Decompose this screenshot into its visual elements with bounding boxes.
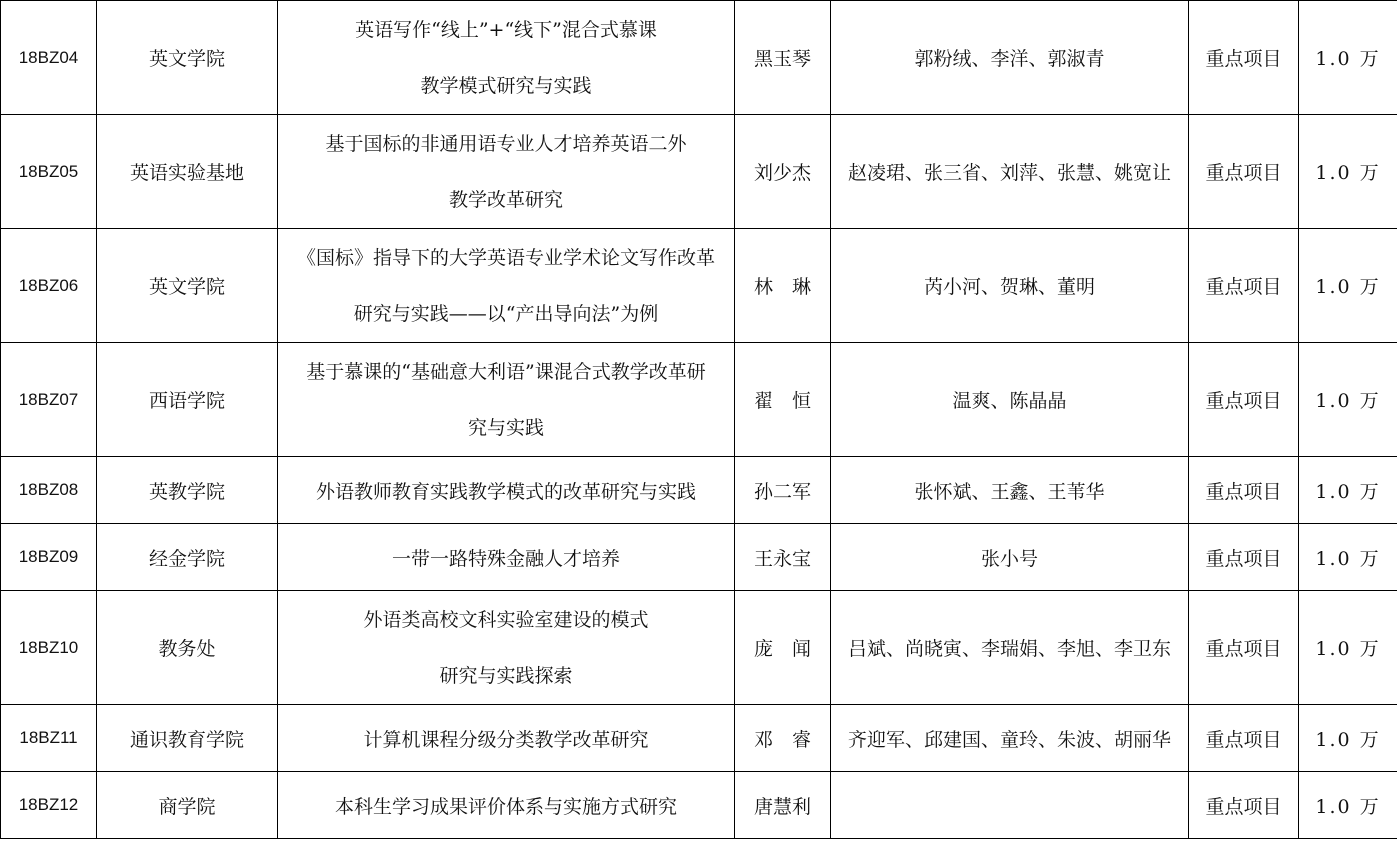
project-code-cell: 18BZ08 bbox=[1, 457, 97, 524]
project-level-cell: 重点项目 bbox=[1189, 1, 1299, 115]
department-cell: 教务处 bbox=[97, 591, 278, 705]
project-title-line: 基于国标的非通用语专业人才培养英语二外 bbox=[325, 132, 687, 155]
leader-cell: 刘少杰 bbox=[735, 115, 831, 229]
project-level-cell: 重点项目 bbox=[1189, 115, 1299, 229]
table-row bbox=[1, 705, 1397, 772]
project-title-cell bbox=[278, 115, 735, 229]
project-title-cell bbox=[278, 1, 735, 115]
project-code-cell: 18BZ11 bbox=[1, 705, 97, 772]
project-title-cell bbox=[278, 772, 735, 839]
project-title-line: 一带一路特殊金融人才培养 bbox=[391, 547, 620, 570]
department-cell: 经金学院 bbox=[97, 524, 278, 591]
leader-cell: 邓 睿 bbox=[735, 705, 831, 772]
leader-cell: 庞 闻 bbox=[735, 591, 831, 705]
project-level-cell: 重点项目 bbox=[1189, 705, 1299, 772]
leader-cell: 王永宝 bbox=[735, 524, 831, 591]
project-title-line: 研究与实践——以“产出导向法”为例 bbox=[353, 302, 659, 325]
project-title-line: 研究与实践探索 bbox=[439, 664, 573, 687]
members-cell: 齐迎军、邱建国、童玲、朱波、胡丽华 bbox=[831, 705, 1189, 772]
project-rows bbox=[1, 1, 1397, 839]
members-cell: 张怀斌、王鑫、王苇华 bbox=[831, 457, 1189, 524]
funding-cell: 1.0 万 bbox=[1299, 343, 1397, 457]
leader-cell: 黑玉琴 bbox=[735, 1, 831, 115]
leader-cell: 孙二军 bbox=[735, 457, 831, 524]
members-cell: 赵凌珺、张三省、刘萍、张慧、姚宽让 bbox=[831, 115, 1189, 229]
table-row bbox=[1, 457, 1397, 524]
project-level-cell: 重点项目 bbox=[1189, 229, 1299, 343]
project-level-cell: 重点项目 bbox=[1189, 524, 1299, 591]
department-cell: 通识教育学院 bbox=[97, 705, 278, 772]
department-cell: 英教学院 bbox=[97, 457, 278, 524]
funding-cell: 1.0 万 bbox=[1299, 591, 1397, 705]
funding-cell: 1.0 万 bbox=[1299, 524, 1397, 591]
project-title-cell bbox=[278, 343, 735, 457]
members-cell: 张小号 bbox=[831, 524, 1189, 591]
project-title-line: 究与实践 bbox=[467, 416, 544, 439]
members-cell: 温爽、陈晶晶 bbox=[831, 343, 1189, 457]
table-row bbox=[1, 772, 1397, 839]
funding-cell: 1.0 万 bbox=[1299, 115, 1397, 229]
leader-cell: 林 琳 bbox=[735, 229, 831, 343]
table-row bbox=[1, 591, 1397, 705]
funding-cell: 1.0 万 bbox=[1299, 705, 1397, 772]
members-cell: 郭粉绒、李洋、郭淑青 bbox=[831, 1, 1189, 115]
project-level-cell: 重点项目 bbox=[1189, 591, 1299, 705]
project-code-cell: 18BZ06 bbox=[1, 229, 97, 343]
project-title-cell bbox=[278, 457, 735, 524]
project-code-cell: 18BZ05 bbox=[1, 115, 97, 229]
department-cell: 商学院 bbox=[97, 772, 278, 839]
project-title-cell bbox=[278, 591, 735, 705]
funding-cell: 1.0 万 bbox=[1299, 1, 1397, 115]
funding-cell: 1.0 万 bbox=[1299, 772, 1397, 839]
members-cell: 吕斌、尚晓寅、李瑞娟、李旭、李卫东 bbox=[831, 591, 1189, 705]
project-title-line: 《国标》指导下的大学英语专业学术论文写作改革 bbox=[296, 246, 715, 269]
project-level-cell: 重点项目 bbox=[1189, 772, 1299, 839]
project-title-cell bbox=[278, 524, 735, 591]
funding-cell: 1.0 万 bbox=[1299, 457, 1397, 524]
project-code-cell: 18BZ12 bbox=[1, 772, 97, 839]
table-row bbox=[1, 343, 1397, 457]
project-title-line: 外语类高校文科实验室建设的模式 bbox=[363, 608, 649, 631]
table-row bbox=[1, 115, 1397, 229]
table-row bbox=[1, 1, 1397, 115]
department-cell: 英语实验基地 bbox=[97, 115, 278, 229]
project-title-line: 教学改革研究 bbox=[448, 188, 563, 211]
project-code-cell: 18BZ04 bbox=[1, 1, 97, 115]
table-row bbox=[1, 524, 1397, 591]
project-code-cell: 18BZ07 bbox=[1, 343, 97, 457]
project-title-cell bbox=[278, 229, 735, 343]
project-title-line: 基于慕课的“基础意大利语”课混合式教学改革研 bbox=[306, 360, 706, 383]
project-title-line: 计算机课程分级分类教学改革研究 bbox=[363, 728, 649, 751]
table-row bbox=[1, 229, 1397, 343]
project-level-cell: 重点项目 bbox=[1189, 457, 1299, 524]
department-cell: 西语学院 bbox=[97, 343, 278, 457]
funding-cell: 1.0 万 bbox=[1299, 229, 1397, 343]
project-level-cell: 重点项目 bbox=[1189, 343, 1299, 457]
project-title-line: 英语写作“线上”+“线下”混合式慕课 bbox=[355, 18, 657, 41]
department-cell: 英文学院 bbox=[97, 229, 278, 343]
project-title-cell bbox=[278, 705, 735, 772]
project-title-line: 本科生学习成果评价体系与实施方式研究 bbox=[334, 795, 677, 818]
project-title-line: 外语教师教育实践教学模式的改革研究与实践 bbox=[315, 480, 696, 503]
members-cell bbox=[831, 772, 1189, 839]
department-cell: 英文学院 bbox=[97, 1, 278, 115]
project-code-cell: 18BZ09 bbox=[1, 524, 97, 591]
project-title-line: 教学模式研究与实践 bbox=[420, 74, 592, 97]
leader-cell: 翟 恒 bbox=[735, 343, 831, 457]
project-code-cell: 18BZ10 bbox=[1, 591, 97, 705]
leader-cell: 唐慧利 bbox=[735, 772, 831, 839]
members-cell: 芮小河、贺琳、董明 bbox=[831, 229, 1189, 343]
